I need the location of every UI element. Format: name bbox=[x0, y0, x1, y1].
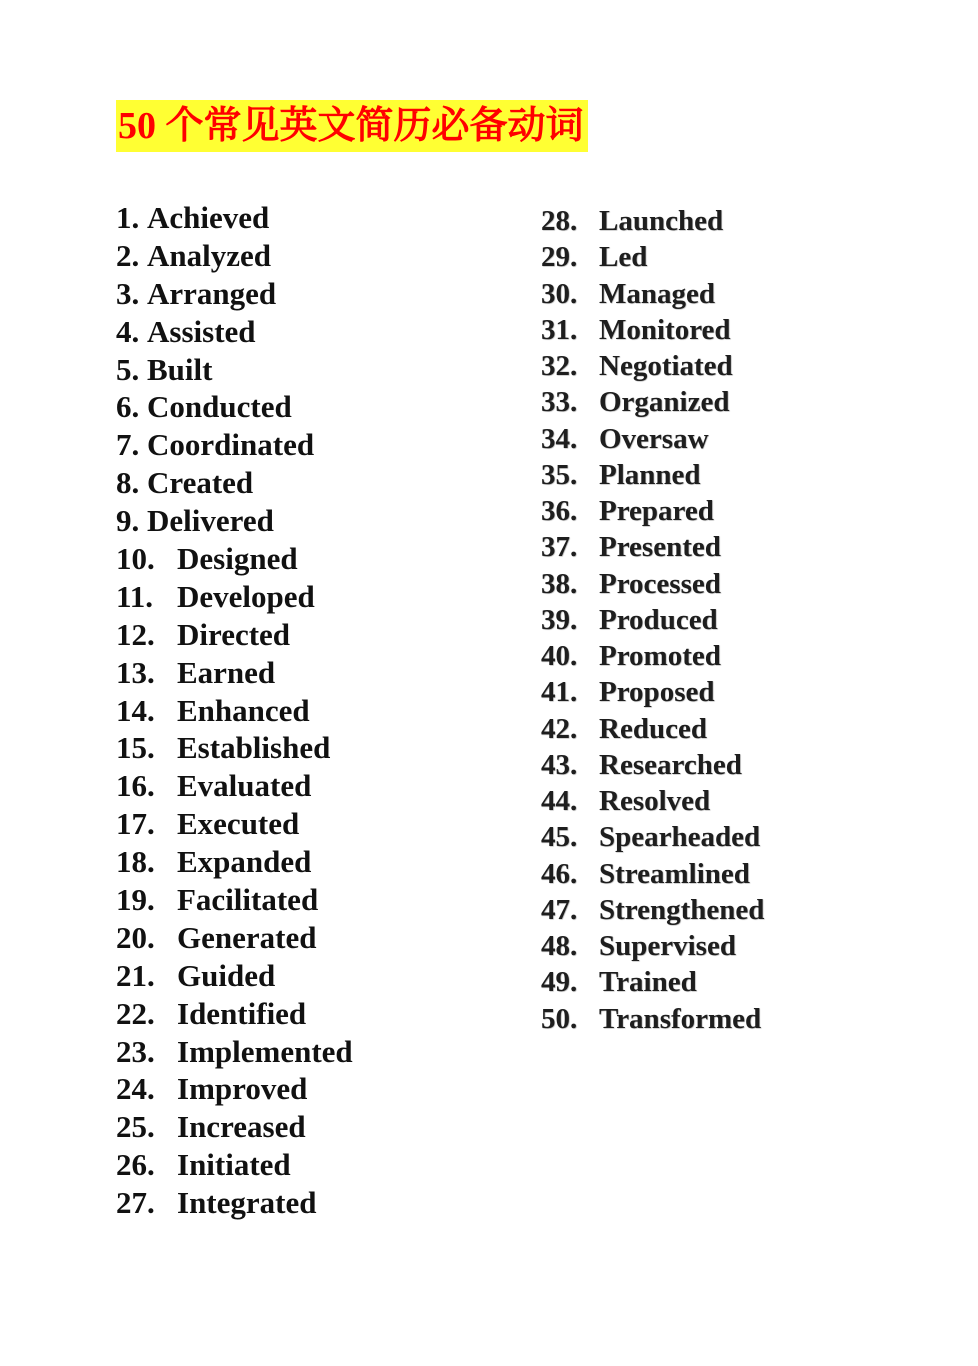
item-verb: Analyzed bbox=[147, 237, 271, 273]
item-number: 25. bbox=[116, 1109, 155, 1145]
item-number: 33. bbox=[541, 386, 578, 419]
item-verb: Guided bbox=[177, 957, 276, 993]
list-item bbox=[116, 767, 353, 805]
item-verb: Launched bbox=[599, 205, 724, 237]
item-number: 1. bbox=[116, 200, 140, 235]
item-verb: Executed bbox=[177, 806, 300, 842]
list-item bbox=[116, 237, 353, 275]
item-number: 12. bbox=[116, 616, 155, 652]
item-number: 50. bbox=[541, 1002, 578, 1035]
item-verb: Managed bbox=[599, 277, 715, 310]
list-item bbox=[116, 805, 353, 843]
item-verb: Facilitated bbox=[177, 882, 319, 918]
item-number: 18. bbox=[116, 844, 155, 880]
item-verb: Oversaw bbox=[599, 422, 709, 455]
list-item bbox=[116, 388, 353, 426]
item-verb: Established bbox=[177, 730, 331, 766]
list-item bbox=[116, 843, 353, 881]
item-verb: Delivered bbox=[147, 503, 274, 539]
item-number: 38. bbox=[541, 567, 578, 600]
item-number: 29. bbox=[541, 241, 578, 274]
item-verb: Created bbox=[147, 465, 254, 501]
list-item bbox=[116, 919, 353, 957]
item-verb: Developed bbox=[177, 578, 315, 614]
item-verb: Streamlined bbox=[599, 857, 750, 890]
list-item bbox=[116, 502, 353, 540]
list-item bbox=[541, 747, 764, 783]
list-item bbox=[116, 578, 353, 616]
item-verb: Promoted bbox=[599, 640, 721, 672]
item-number: 14. bbox=[116, 692, 155, 728]
item-number: 24. bbox=[116, 1071, 155, 1107]
item-number: 20. bbox=[116, 919, 155, 955]
list-item bbox=[116, 995, 353, 1033]
item-verb: Identified bbox=[177, 995, 307, 1031]
list-item bbox=[541, 711, 764, 747]
item-number: 49. bbox=[541, 966, 578, 999]
item-number: 15. bbox=[116, 730, 155, 766]
item-verb: Resolved bbox=[599, 785, 711, 817]
item-verb: Integrated bbox=[177, 1185, 317, 1221]
item-verb: Increased bbox=[177, 1109, 306, 1145]
item-number: 45. bbox=[541, 821, 578, 854]
item-number: 22. bbox=[116, 995, 155, 1031]
list-item bbox=[116, 957, 353, 995]
item-number: 41. bbox=[541, 676, 578, 709]
item-number: 39. bbox=[541, 603, 578, 636]
item-verb: Earned bbox=[177, 654, 276, 690]
list-item bbox=[541, 602, 764, 638]
item-number: 4. bbox=[116, 313, 140, 349]
list-item bbox=[116, 426, 353, 464]
item-verb: Strengthened bbox=[599, 893, 765, 926]
item-verb: Produced bbox=[599, 603, 718, 636]
page-title: 50 个常见英文简历必备动词 bbox=[116, 100, 588, 152]
list-item bbox=[116, 1146, 353, 1184]
item-verb: Coordinated bbox=[147, 427, 315, 463]
item-verb: Implemented bbox=[177, 1033, 353, 1069]
list-item bbox=[116, 351, 353, 389]
item-number: 32. bbox=[541, 350, 578, 382]
list-item bbox=[541, 566, 764, 602]
list-item bbox=[541, 928, 764, 964]
list-item bbox=[541, 856, 764, 892]
item-verb: Spearheaded bbox=[599, 821, 761, 854]
list-item bbox=[116, 1184, 353, 1222]
list-item bbox=[116, 881, 353, 919]
item-number: 11. bbox=[116, 578, 154, 614]
item-number: 7. bbox=[116, 427, 140, 463]
item-number: 44. bbox=[541, 785, 578, 817]
list-item bbox=[541, 638, 764, 674]
list-item bbox=[541, 529, 764, 565]
list-item bbox=[116, 199, 353, 237]
list-item bbox=[541, 348, 764, 384]
item-verb: Designed bbox=[177, 541, 298, 577]
item-verb: Monitored bbox=[599, 313, 731, 346]
list-item bbox=[116, 464, 353, 502]
item-verb: Evaluated bbox=[177, 768, 312, 804]
item-verb: Transformed bbox=[599, 1002, 762, 1035]
verb-list-left bbox=[116, 199, 353, 1222]
list-item bbox=[116, 540, 353, 578]
item-number: 28. bbox=[541, 205, 578, 237]
item-number: 23. bbox=[116, 1033, 155, 1069]
list-item bbox=[541, 276, 764, 312]
item-verb: Researched bbox=[599, 748, 742, 781]
item-number: 43. bbox=[541, 748, 578, 781]
list-item bbox=[116, 1033, 353, 1071]
item-number: 8. bbox=[116, 465, 140, 501]
item-verb: Expanded bbox=[177, 844, 312, 880]
item-verb: Proposed bbox=[599, 676, 715, 709]
list-item bbox=[116, 654, 353, 692]
list-item bbox=[116, 692, 353, 730]
item-number: 2. bbox=[116, 237, 140, 273]
item-verb: Led bbox=[599, 241, 648, 274]
item-number: 10. bbox=[116, 541, 155, 577]
item-verb: Assisted bbox=[147, 313, 256, 349]
list-item bbox=[541, 892, 764, 928]
item-verb: Directed bbox=[177, 616, 291, 652]
item-number: 34. bbox=[541, 422, 578, 455]
item-verb: Arranged bbox=[147, 275, 277, 311]
list-item bbox=[541, 384, 764, 420]
item-number: 6. bbox=[116, 389, 140, 425]
list-item bbox=[541, 312, 764, 348]
list-item bbox=[116, 616, 353, 654]
item-verb: Initiated bbox=[177, 1147, 291, 1183]
item-verb: Enhanced bbox=[177, 692, 310, 728]
item-number: 48. bbox=[541, 930, 578, 962]
item-verb: Built bbox=[147, 351, 213, 387]
item-verb: Presented bbox=[599, 531, 721, 564]
item-number: 9. bbox=[116, 503, 140, 539]
item-number: 21. bbox=[116, 957, 155, 993]
item-number: 30. bbox=[541, 277, 578, 310]
item-number: 37. bbox=[541, 531, 578, 564]
item-verb: Improved bbox=[177, 1071, 308, 1107]
list-item bbox=[116, 729, 353, 767]
list-item bbox=[541, 964, 764, 1000]
list-item bbox=[541, 1001, 764, 1037]
item-number: 31. bbox=[541, 313, 578, 346]
item-number: 3. bbox=[116, 275, 140, 311]
list-item bbox=[541, 239, 764, 275]
item-number: 16. bbox=[116, 768, 155, 804]
list-item bbox=[541, 783, 764, 819]
list-item bbox=[541, 674, 764, 710]
list-item bbox=[541, 493, 764, 529]
item-verb: Supervised bbox=[599, 930, 736, 962]
item-verb: Negotiated bbox=[599, 350, 733, 382]
item-number: 35. bbox=[541, 458, 578, 491]
list-item bbox=[541, 457, 764, 493]
item-number: 46. bbox=[541, 857, 578, 890]
list-item bbox=[116, 1108, 353, 1146]
item-number: 42. bbox=[541, 712, 578, 745]
item-verb: Trained bbox=[599, 966, 697, 999]
item-number: 5. bbox=[116, 351, 140, 387]
item-verb: Processed bbox=[599, 567, 721, 600]
list-item bbox=[541, 203, 764, 239]
item-verb: Generated bbox=[177, 919, 317, 955]
item-verb: Planned bbox=[599, 458, 701, 491]
item-verb: Reduced bbox=[599, 712, 707, 745]
item-number: 47. bbox=[541, 893, 578, 926]
item-number: 13. bbox=[116, 654, 155, 690]
item-verb: Achieved bbox=[147, 200, 270, 235]
item-verb: Prepared bbox=[599, 495, 714, 527]
list-item bbox=[116, 1070, 353, 1108]
list-item bbox=[116, 275, 353, 313]
item-verb: Conducted bbox=[147, 389, 292, 425]
item-number: 26. bbox=[116, 1147, 155, 1183]
list-item bbox=[116, 313, 353, 351]
list-item bbox=[541, 819, 764, 855]
item-number: 17. bbox=[116, 806, 155, 842]
verb-list-right bbox=[541, 203, 764, 1037]
item-verb: Organized bbox=[599, 386, 730, 419]
item-number: 27. bbox=[116, 1185, 155, 1221]
item-number: 36. bbox=[541, 495, 578, 527]
item-number: 19. bbox=[116, 882, 155, 918]
list-item bbox=[541, 421, 764, 457]
item-number: 40. bbox=[541, 640, 578, 672]
